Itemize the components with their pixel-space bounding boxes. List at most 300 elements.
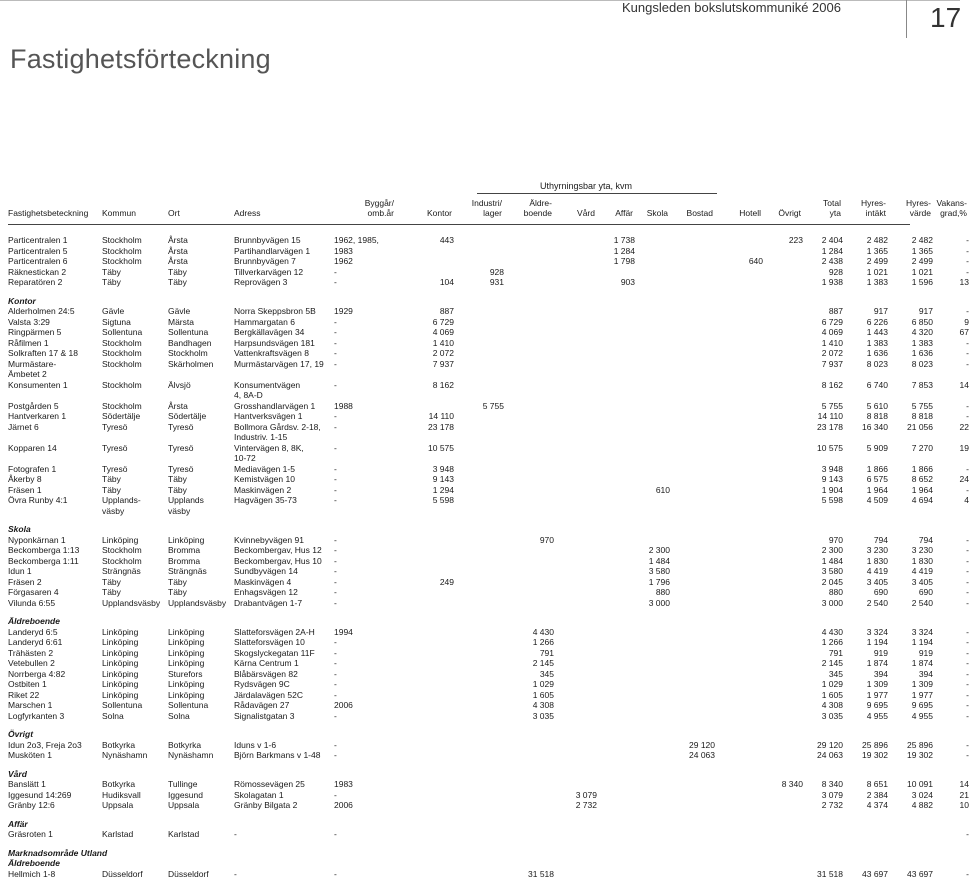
table-cell <box>803 506 843 517</box>
table-row <box>8 648 969 659</box>
table-cell: 880 <box>828 587 843 597</box>
table-cell: 1 605 <box>821 689 843 700</box>
table-row <box>8 556 969 567</box>
table-cell <box>504 750 554 761</box>
table-cell <box>715 679 763 690</box>
table-cell <box>396 869 454 880</box>
table-cell: Linköping <box>102 647 139 658</box>
table-cell: 3 230 <box>866 545 888 555</box>
table-cell: 5 755 <box>911 400 933 411</box>
table-cell <box>504 401 554 412</box>
table-cell: 887 <box>439 306 454 316</box>
table-row <box>8 566 969 577</box>
table-cell <box>715 485 763 496</box>
table-cell <box>763 869 803 880</box>
table-cell <box>715 359 763 370</box>
table-cell: 791 <box>539 647 554 658</box>
table-cell: - <box>334 495 337 505</box>
table-cell: Tyresö <box>168 463 194 474</box>
table-row <box>8 246 969 257</box>
table-cell <box>504 235 554 246</box>
table-cell: Gräsroten 1 <box>8 829 53 839</box>
table-cell <box>763 246 803 257</box>
table-cell: Upplands- <box>102 495 141 505</box>
section-heading-row <box>8 729 969 740</box>
table-cell <box>635 369 670 380</box>
table-cell <box>454 390 504 401</box>
table-cell <box>504 369 554 380</box>
table-cell <box>554 277 597 288</box>
table-cell <box>554 700 597 711</box>
table-cell: Vilunda 6:55 <box>8 597 56 608</box>
column-header-line1: Äldre- <box>529 198 552 208</box>
table-cell: - <box>966 597 969 608</box>
table-cell: 10 091 <box>907 779 933 789</box>
table-cell: Årsta <box>168 400 188 411</box>
table-cell: Signalistgatan 3 <box>234 710 295 721</box>
table-cell: Bergkällavägen 34 <box>234 327 305 337</box>
table-cell <box>670 566 715 577</box>
table-cell: Slatteforsvägen 2A-H <box>234 626 315 637</box>
table-cell <box>670 535 715 546</box>
table-cell: 4 308 <box>532 700 554 710</box>
table-cell <box>454 348 504 359</box>
table-cell: - <box>966 637 969 647</box>
table-row <box>8 317 969 328</box>
table-cell <box>670 779 715 790</box>
table-cell <box>454 658 504 669</box>
table-cell: 1 738 <box>613 235 635 245</box>
table-cell: Murmästarvägen 17, 19 <box>234 358 324 369</box>
table-cell: - <box>966 700 969 710</box>
table-cell <box>635 235 670 246</box>
table-cell: Gävle <box>168 306 191 316</box>
table-cell: Linköping <box>102 637 139 647</box>
table-cell: Stockholm <box>102 337 142 348</box>
table-cell: 1 636 <box>911 348 933 358</box>
table-cell: Industriv. 1-15 <box>234 432 288 442</box>
group-header-rule <box>477 193 717 194</box>
column-header-line2: grad,% <box>940 208 967 218</box>
table-cell <box>504 422 554 433</box>
table-cell: 970 <box>828 534 843 545</box>
table-cell <box>554 740 597 751</box>
table-cell: 3 405 <box>866 576 888 587</box>
table-cell <box>554 267 597 278</box>
table-cell <box>763 327 803 338</box>
table-cell: Stockholm <box>168 348 208 358</box>
table-cell <box>597 740 635 751</box>
table-cell: 5 755 <box>482 400 504 411</box>
table-cell <box>554 669 597 680</box>
table-cell: Uppsala <box>102 800 134 810</box>
table-cell: - <box>334 597 337 608</box>
table-cell <box>597 869 635 880</box>
table-cell: Nynäshamn <box>102 750 148 760</box>
table-cell <box>763 474 803 485</box>
table-cell <box>715 401 763 412</box>
table-cell: 6 729 <box>821 316 843 327</box>
table-cell: Stockholm <box>102 379 142 390</box>
table-cell: 43 697 <box>862 868 888 879</box>
table-cell <box>763 700 803 711</box>
table-cell: - <box>966 658 969 668</box>
table-cell: Stockholm <box>102 555 142 566</box>
table-cell: 1929 <box>334 306 353 316</box>
table-cell: 23 178 <box>428 421 454 432</box>
table-row <box>8 277 969 288</box>
table-cell: - <box>966 829 969 839</box>
table-cell: Täby <box>102 266 121 277</box>
table-cell <box>504 338 554 349</box>
table-cell: - <box>334 679 337 689</box>
table-row <box>8 359 969 370</box>
table-cell <box>597 422 635 433</box>
table-cell <box>715 700 763 711</box>
table-cell: Södertälje <box>102 411 141 421</box>
table-cell <box>554 235 597 246</box>
table-cell <box>597 669 635 680</box>
table-cell <box>454 535 504 546</box>
table-cell <box>504 740 554 751</box>
section-heading: Skola <box>8 524 31 534</box>
table-cell: - <box>966 337 969 348</box>
table-cell <box>763 627 803 638</box>
table-cell: Stockholm <box>102 235 142 245</box>
table-cell <box>454 369 504 380</box>
table-cell <box>454 327 504 338</box>
table-row <box>8 256 969 267</box>
table-row <box>8 390 969 401</box>
table-row <box>8 829 969 840</box>
table-cell <box>763 750 803 761</box>
table-cell <box>454 829 504 840</box>
table-cell: Reprovägen 3 <box>234 277 288 287</box>
table-cell: - <box>966 463 969 474</box>
table-cell <box>597 506 635 517</box>
table-cell: Ringpärmen 5 <box>8 327 62 337</box>
table-cell <box>715 327 763 338</box>
table-cell <box>635 277 670 288</box>
table-cell: 4 882 <box>911 800 933 810</box>
table-cell: Förgasaren 4 <box>8 587 59 597</box>
table-cell <box>763 348 803 359</box>
table-cell: Norrberga 4:82 <box>8 668 66 679</box>
table-cell: 1 021 <box>911 266 933 277</box>
table-cell <box>670 422 715 433</box>
table-cell <box>670 658 715 669</box>
table-cell: 5 610 <box>866 400 888 411</box>
table-cell <box>454 800 504 811</box>
table-cell <box>635 338 670 349</box>
table-cell: Täby <box>102 576 121 587</box>
table-cell: 8 818 <box>911 411 933 421</box>
table-cell: Iduns v 1-6 <box>234 739 277 750</box>
table-cell <box>597 390 635 401</box>
table-cell <box>670 800 715 811</box>
table-cell: - <box>334 647 337 658</box>
table-cell <box>554 246 597 257</box>
table-cell <box>670 246 715 257</box>
table-cell <box>597 637 635 648</box>
table-cell: 1 798 <box>613 256 635 266</box>
table-cell <box>597 711 635 722</box>
table-cell: Stockholm <box>102 358 142 369</box>
table-cell <box>763 338 803 349</box>
table-row <box>8 443 969 454</box>
table-cell <box>554 443 597 454</box>
table-cell <box>396 658 454 669</box>
table-row <box>8 267 969 278</box>
table-cell <box>396 256 454 267</box>
table-cell <box>554 256 597 267</box>
table-cell: - <box>966 348 969 358</box>
table-cell: 19 302 <box>907 750 933 760</box>
table-cell <box>670 869 715 880</box>
table-cell <box>396 669 454 680</box>
table-cell: 2 045 <box>821 576 843 587</box>
table-cell: 394 <box>918 668 933 679</box>
table-cell <box>763 256 803 267</box>
table-cell: 2 072 <box>821 348 843 358</box>
table-cell: 6 740 <box>866 379 888 390</box>
table-cell: 31 518 <box>528 868 554 879</box>
table-cell <box>635 267 670 278</box>
table-row <box>8 779 969 790</box>
table-cell <box>843 506 888 517</box>
table-cell <box>597 779 635 790</box>
table-cell: Idun 1 <box>8 566 32 576</box>
table-cell <box>763 556 803 567</box>
table-cell: 4 694 <box>911 495 933 505</box>
table-cell: Konsumenten 1 <box>8 379 68 390</box>
table-cell <box>670 637 715 648</box>
table-cell <box>554 711 597 722</box>
table-cell: 1 484 <box>648 555 670 566</box>
table-cell: Täby <box>168 474 187 484</box>
table-cell: 2 145 <box>821 658 843 668</box>
table-cell: 610 <box>655 484 670 495</box>
table-cell: Tullinge <box>168 779 198 789</box>
table-cell <box>504 277 554 288</box>
table-cell <box>803 432 843 443</box>
table-cell: 3 000 <box>648 597 670 608</box>
table-cell: 3 324 <box>911 626 933 637</box>
section-heading-row <box>8 616 969 627</box>
table-row <box>8 453 969 464</box>
table-cell: Täby <box>168 587 187 597</box>
table-cell <box>454 587 504 598</box>
table-cell: - <box>334 534 337 545</box>
table-cell <box>635 869 670 880</box>
table-cell <box>597 829 635 840</box>
table-cell: Blåbärsvägen 82 <box>234 668 298 679</box>
table-cell: Linköping <box>102 626 139 637</box>
table-cell: - <box>966 555 969 566</box>
table-cell: 1962 <box>334 256 353 266</box>
table-cell: väsby <box>102 505 125 516</box>
table-cell: 25 896 <box>862 739 888 750</box>
table-cell <box>597 485 635 496</box>
table-cell <box>888 453 933 464</box>
table-cell: Skolagatan 1 <box>234 789 284 800</box>
table-cell <box>8 506 102 517</box>
table-cell <box>454 669 504 680</box>
table-cell <box>168 369 234 380</box>
table-cell: 4 509 <box>866 495 888 505</box>
table-cell <box>763 829 803 840</box>
table-cell <box>597 566 635 577</box>
column-header-line1: Total <box>823 198 841 208</box>
table-cell: 1 309 <box>866 679 888 689</box>
table-cell <box>635 390 670 401</box>
section-heading-row <box>8 769 969 780</box>
table-cell <box>635 474 670 485</box>
table-cell <box>763 495 803 506</box>
table-cell: 25 896 <box>907 739 933 750</box>
table-cell <box>715 750 763 761</box>
column-header-line1: Hyres- <box>905 198 931 208</box>
table-cell: Uppsala <box>168 800 200 810</box>
table-cell: 2 540 <box>866 597 888 608</box>
table-cell: 917 <box>873 306 888 316</box>
table-cell <box>763 401 803 412</box>
table-cell <box>635 506 670 517</box>
table-cell <box>396 690 454 701</box>
table-cell: 394 <box>873 668 888 679</box>
table-cell <box>102 369 168 380</box>
table-row <box>8 506 969 517</box>
table-cell <box>715 474 763 485</box>
table-row <box>8 401 969 412</box>
table-cell <box>396 506 454 517</box>
table-cell <box>454 359 504 370</box>
table-cell: - <box>334 710 337 721</box>
table-cell <box>715 390 763 401</box>
table-cell: Murmästare- <box>8 358 57 369</box>
table-cell: - <box>334 566 337 576</box>
table-cell: Stockholm <box>102 348 142 358</box>
column-header-line2: Vård <box>577 208 595 218</box>
table-cell: - <box>966 235 969 245</box>
table-cell <box>396 829 454 840</box>
table-cell <box>597 598 635 609</box>
table-cell: - <box>334 337 337 348</box>
table-cell: Bollmora Gårdsv. 2-18, <box>234 421 321 432</box>
table-cell: 223 <box>788 235 803 245</box>
table-cell: Gävle <box>102 306 125 316</box>
table-cell <box>554 369 597 380</box>
group-header: Uthyrningsbar yta, kvm <box>540 181 633 191</box>
table-cell: Iggesund <box>168 789 203 800</box>
table-cell <box>454 317 504 328</box>
table-cell <box>670 829 715 840</box>
table-cell <box>454 453 504 464</box>
table-cell: 3 580 <box>821 566 843 576</box>
table-cell: - <box>334 421 337 432</box>
table-cell: Gränby Bilgata 2 <box>234 800 298 810</box>
table-cell: 8 162 <box>821 379 843 390</box>
table-cell: 21 056 <box>907 421 933 432</box>
column-header-line2: yta <box>829 208 841 218</box>
table-cell <box>763 577 803 588</box>
table-cell <box>504 464 554 475</box>
table-cell: - <box>966 411 969 421</box>
table-cell: 10 <box>959 800 969 810</box>
table-cell <box>670 317 715 328</box>
table-cell: Botkyrka <box>102 739 136 750</box>
table-cell <box>670 432 715 443</box>
table-cell: 1 029 <box>821 679 843 689</box>
table-cell: 4 374 <box>866 800 888 810</box>
table-cell: - <box>334 411 337 421</box>
table-cell: 21 <box>959 789 969 800</box>
table-cell <box>334 432 396 443</box>
table-cell: Maskinvägen 4 <box>234 576 292 587</box>
table-cell: 24 063 <box>817 750 843 760</box>
table-cell: Enhagsvägen 12 <box>234 587 298 597</box>
table-cell <box>554 598 597 609</box>
table-cell <box>763 669 803 680</box>
table-cell: Södertälje <box>168 411 207 421</box>
table-cell <box>933 506 969 517</box>
table-cell <box>715 369 763 380</box>
table-cell <box>554 566 597 577</box>
table-cell: 1 029 <box>532 679 554 689</box>
table-cell: Upplands <box>168 495 204 505</box>
table-cell <box>635 700 670 711</box>
table-cell <box>504 474 554 485</box>
table-cell <box>670 679 715 690</box>
table-cell: - <box>334 348 337 358</box>
table-cell <box>635 740 670 751</box>
table-cell: Linköping <box>168 689 205 700</box>
table-cell <box>670 648 715 659</box>
table-cell <box>504 790 554 801</box>
table-cell <box>396 598 454 609</box>
table-cell <box>454 474 504 485</box>
table-cell <box>597 700 635 711</box>
table-cell <box>635 690 670 701</box>
table-cell: 928 <box>828 266 843 277</box>
section-spacer <box>8 516 969 524</box>
table-cell: - <box>966 689 969 700</box>
table-cell: 1 796 <box>648 576 670 587</box>
table-cell: Täby <box>168 266 187 277</box>
column-header-line2: Övrigt <box>778 208 801 218</box>
table-cell <box>670 380 715 391</box>
table-cell: 1 977 <box>911 689 933 700</box>
table-cell: 4 308 <box>821 700 843 710</box>
table-cell: Trähästen 2 <box>8 647 54 658</box>
table-cell <box>454 790 504 801</box>
table-cell: 3 079 <box>575 789 597 800</box>
table-cell: 1 194 <box>911 637 933 647</box>
table-cell: 1 874 <box>911 658 933 668</box>
table-cell: 14 <box>959 379 969 390</box>
table-cell <box>396 267 454 278</box>
section-spacer <box>8 761 969 769</box>
table-cell <box>554 338 597 349</box>
table-cell: 19 302 <box>862 750 888 760</box>
table-cell: 8 162 <box>432 379 454 390</box>
table-cell: Norra Skeppsbron 5B <box>234 306 316 316</box>
table-cell <box>454 869 504 880</box>
table-cell <box>763 422 803 433</box>
section-heading-row <box>8 524 969 535</box>
table-cell <box>454 495 504 506</box>
table-cell <box>763 390 803 401</box>
